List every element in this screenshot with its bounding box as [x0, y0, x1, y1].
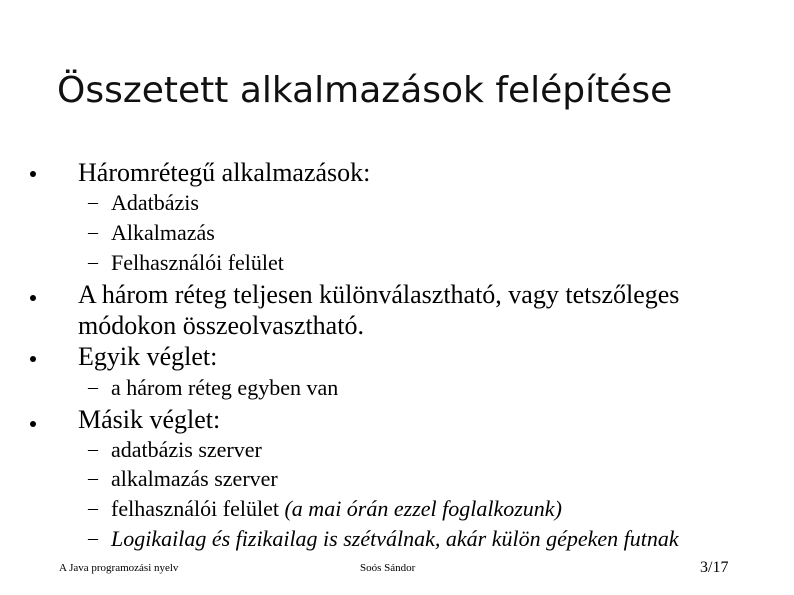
footer-center: Soós Sándor [360, 562, 416, 574]
bullet-dot [30, 295, 36, 301]
sub-item: a három réteg egyben van [111, 375, 339, 400]
page-number: 3/17 [700, 559, 729, 576]
sub-item: Adatbázis [111, 190, 199, 215]
bullet-text-1: Háromrétegű alkalmazások: [78, 158, 371, 187]
sub-item-plain: felhasználói felület [111, 496, 285, 521]
dash: – [88, 376, 98, 398]
dash: – [88, 467, 98, 489]
bullet-text-4: Másik véglet: [78, 405, 221, 434]
dash: – [88, 251, 98, 273]
sub-item-italic: Logikailag és fizikailag is szétválnak, akár külön gépeken futnak [111, 526, 679, 551]
bullet-text-2-line1: A három réteg teljesen különválasztható, vagy tetszőleges [78, 280, 680, 309]
dash: – [88, 497, 98, 519]
slide-title: Összetett alkalmazások felépítése [57, 70, 673, 111]
sub-item [111, 496, 562, 522]
dash: – [88, 221, 98, 243]
sub-item: Alkalmazás [111, 220, 215, 245]
sub-item: alkalmazás szerver [111, 466, 278, 491]
footer-left: A Java programozási nyelv [59, 562, 179, 574]
bullet-dot [30, 171, 36, 177]
dash: – [88, 438, 98, 460]
sub-item: adatbázis szerver [111, 437, 262, 462]
dash: – [88, 191, 98, 213]
sub-item [111, 526, 679, 552]
sub-item-italic: (a mai órán ezzel foglalkozunk) [284, 496, 562, 521]
bullet-dot [30, 356, 36, 362]
bullet-text-3: Egyik véglet: [78, 342, 218, 371]
dash: – [88, 527, 98, 549]
sub-item: Felhasználói felület [111, 250, 284, 275]
bullet-dot [30, 421, 36, 427]
bullet-text-2-line2: módokon összeolvasztható. [78, 311, 364, 340]
